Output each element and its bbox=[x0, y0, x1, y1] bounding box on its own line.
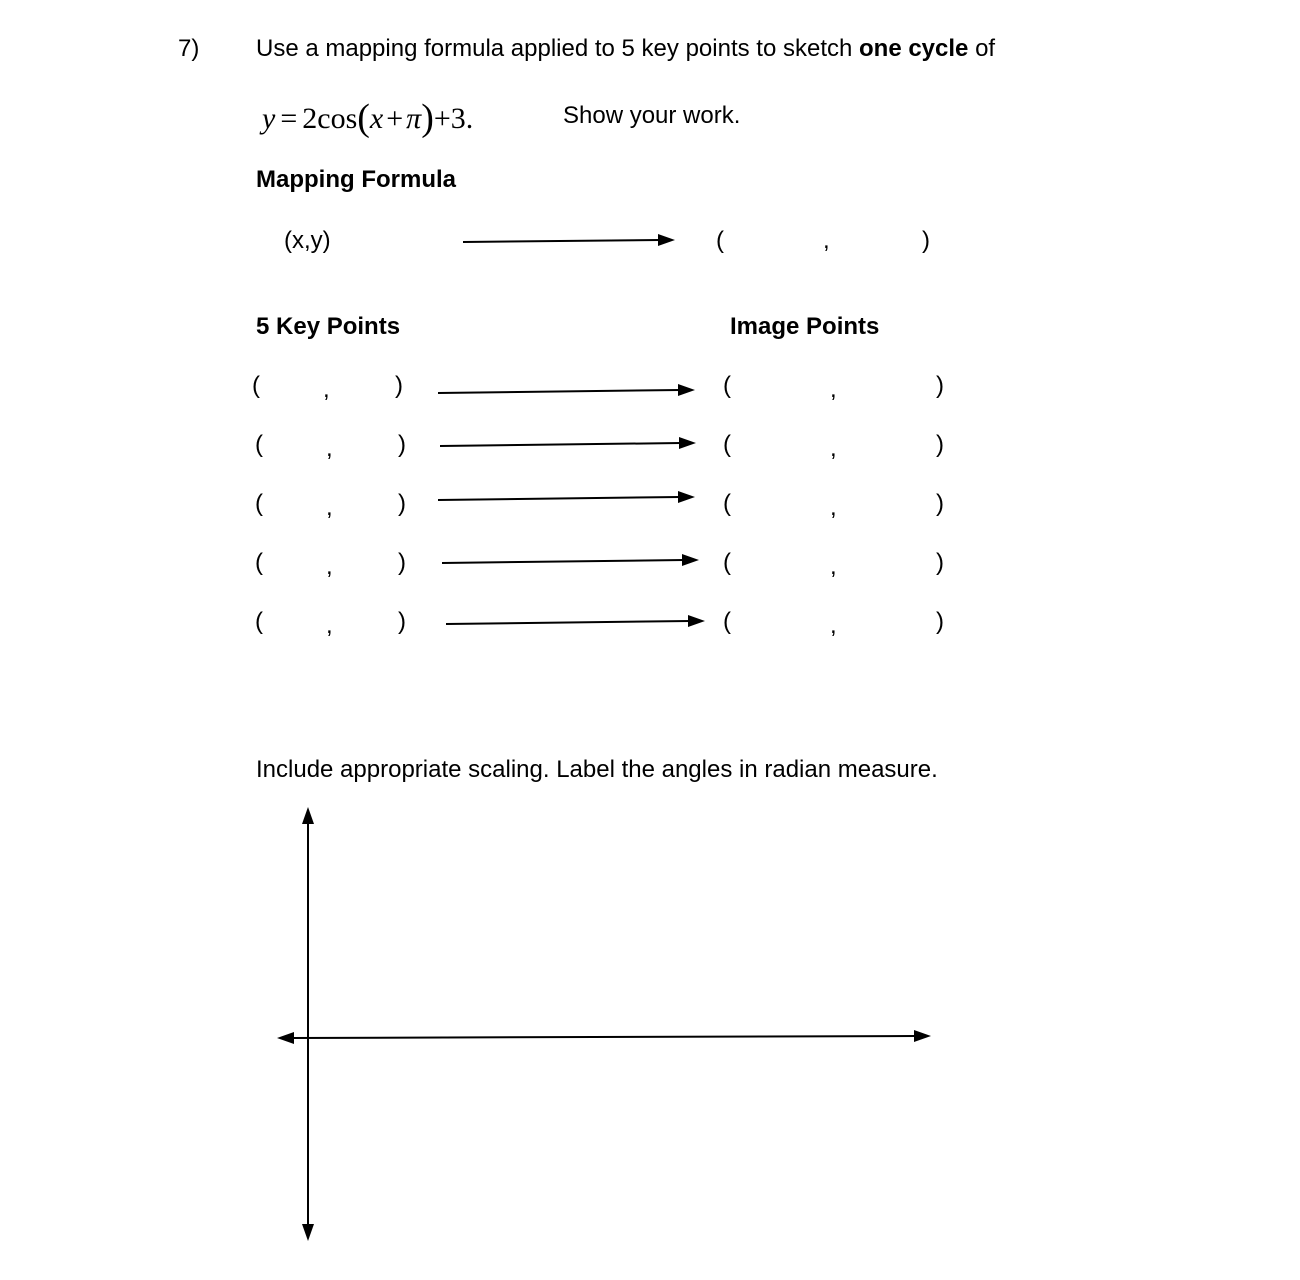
image-point-close: ) bbox=[936, 431, 944, 458]
key-point-open: ( bbox=[255, 431, 263, 458]
equation-pi: π bbox=[406, 102, 422, 135]
row-arrow bbox=[440, 437, 696, 449]
mapping-heading: Mapping Formula bbox=[256, 166, 456, 193]
image-point-close: ) bbox=[936, 372, 944, 399]
key-points-heading: 5 Key Points bbox=[256, 313, 401, 340]
prompt-text-before: Use a mapping formula applied to 5 key points to sketch bbox=[256, 35, 859, 62]
key-point-comma: , bbox=[326, 553, 333, 580]
image-point-close: ) bbox=[936, 608, 944, 635]
mapping-target-comma: , bbox=[823, 227, 830, 254]
image-point-comma: , bbox=[830, 612, 837, 639]
image-point-comma: , bbox=[830, 494, 837, 521]
equation-tail: +3. bbox=[433, 102, 474, 135]
equation-plus: + bbox=[386, 102, 404, 135]
key-point-close: ) bbox=[398, 608, 406, 635]
key-point-open: ( bbox=[255, 608, 263, 635]
image-point-comma: , bbox=[830, 376, 837, 403]
mapping-source: (x,y) bbox=[284, 227, 331, 254]
image-point-comma: , bbox=[830, 435, 837, 462]
show-work-text: Show your work. bbox=[563, 102, 741, 129]
equation-left-paren: ( bbox=[357, 97, 370, 139]
equation-y: y bbox=[262, 102, 276, 135]
equation-amplitude: 2 bbox=[302, 102, 318, 135]
key-point-open: ( bbox=[252, 372, 260, 399]
mapping-arrow bbox=[463, 234, 675, 246]
key-point-close: ) bbox=[398, 490, 406, 517]
key-point-close: ) bbox=[395, 372, 403, 399]
mapping-target-open: ( bbox=[716, 227, 724, 254]
image-point-open: ( bbox=[723, 431, 731, 458]
image-point-close: ) bbox=[936, 490, 944, 517]
image-point-open: ( bbox=[723, 490, 731, 517]
image-point-open: ( bbox=[723, 372, 731, 399]
equation-right-paren: ) bbox=[421, 97, 434, 139]
graph-y-axis bbox=[302, 807, 314, 1241]
row-arrow bbox=[442, 554, 699, 566]
key-point-open: ( bbox=[255, 490, 263, 517]
row-arrow bbox=[438, 491, 695, 503]
image-points-heading: Image Points bbox=[730, 313, 880, 340]
question-number: 7) bbox=[178, 35, 200, 62]
key-point-comma: , bbox=[326, 494, 333, 521]
equation-cos: cos bbox=[317, 102, 358, 135]
key-point-comma: , bbox=[323, 376, 330, 403]
graph-x-axis bbox=[277, 1030, 931, 1044]
key-point-comma: , bbox=[326, 435, 333, 462]
key-point-comma: , bbox=[326, 612, 333, 639]
key-point-close: ) bbox=[398, 549, 406, 576]
row-arrow bbox=[446, 615, 705, 627]
image-point-comma: , bbox=[830, 553, 837, 580]
mapping-target-close: ) bbox=[922, 227, 930, 254]
image-point-close: ) bbox=[936, 549, 944, 576]
prompt-text-bold: one cycle bbox=[859, 35, 969, 62]
graph-instruction: Include appropriate scaling. Label the angles in radian measure. bbox=[256, 756, 938, 783]
equation-x: x bbox=[369, 102, 384, 135]
key-point-close: ) bbox=[398, 431, 406, 458]
key-point-open: ( bbox=[255, 549, 263, 576]
row-arrow bbox=[438, 384, 695, 396]
image-point-open: ( bbox=[723, 549, 731, 576]
equation-equals: = bbox=[280, 102, 298, 135]
prompt-text-after: of bbox=[968, 35, 996, 62]
image-point-open: ( bbox=[723, 608, 731, 635]
